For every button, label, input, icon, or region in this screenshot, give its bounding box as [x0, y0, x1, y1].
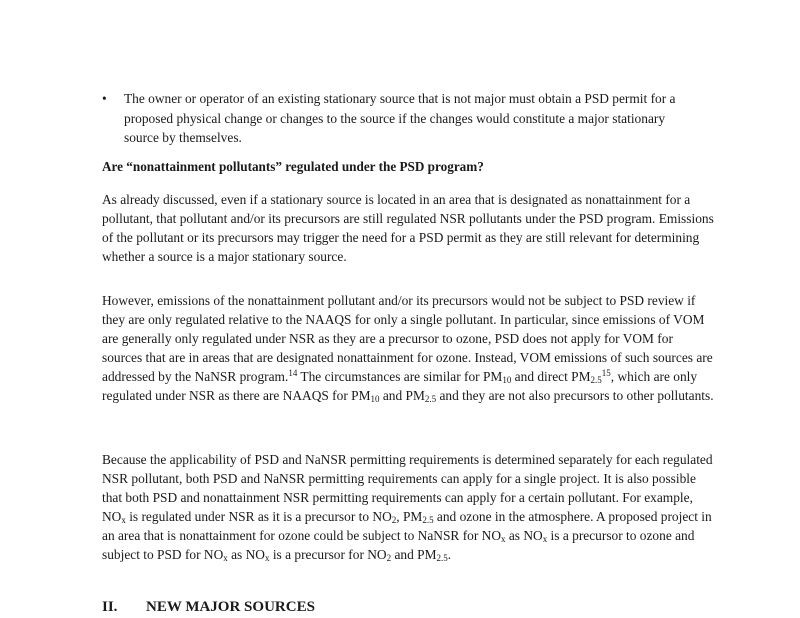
- subscript: x: [223, 553, 228, 564]
- subscript: 10: [502, 375, 512, 386]
- subscript: 2.5: [422, 515, 434, 526]
- footnote-ref-14: 14: [288, 368, 298, 379]
- paragraph-3-text: is a precursor for NO: [269, 547, 387, 563]
- question-heading: Are “nonattainment pollutants” regulated under the PSD program?: [102, 159, 484, 174]
- subscript: 10: [370, 394, 380, 405]
- paragraph-2-text: , which are only regulated under NSR as there are NAAQS for PM: [102, 369, 698, 404]
- subscript: x: [121, 515, 126, 526]
- paragraph-3-text: is a precursor to ozone and subject to PSD for NO: [102, 528, 695, 563]
- subscript: x: [501, 534, 506, 545]
- section-number: II.: [102, 599, 118, 615]
- paragraph-1: As already discussed, even if a stationary source is located in an area that is designated as nonattainment for a pollutant, that pollutant and/or its precursors are still regulated NSR pollutants under the PSD program. Emissions of the pollutant or its precursors may trigger the need for a PSD permit as they are still relevant for determining whether a source is a major stationary source.: [102, 192, 714, 265]
- footnote-ref-15: 15: [601, 368, 611, 379]
- paragraph-3-text: and ozone in the atmosphere. A proposed project in an area that is nonattainment for ozone could be subject to NaNSR for NO: [102, 509, 712, 544]
- bullet-text: The owner or operator of an existing stationary source that is not major must obtain a PSD permit for a proposed physical change or changes to the source if the changes would constitute a major stationary source by themselves.: [124, 91, 676, 145]
- section-heading: [102, 597, 315, 617]
- paragraph-3-text: is regulated under NSR as it is a precursor to NO: [125, 509, 392, 525]
- paragraph-3-text: as NO: [505, 528, 543, 544]
- subscript: 2.5: [436, 553, 448, 564]
- paragraph-3-text: , PM: [396, 509, 423, 525]
- paragraph-2: [102, 291, 714, 406]
- paragraph-2-text: and they are not also precursors to other pollutants.: [436, 388, 714, 404]
- paragraph-2-text: and PM: [379, 388, 425, 404]
- subscript: 2.5: [590, 375, 602, 386]
- subscript: x: [542, 534, 548, 545]
- bullet-row: [102, 89, 702, 148]
- subscript: 2.5: [424, 394, 437, 405]
- subscript: x: [264, 553, 270, 564]
- paragraph-3-text: as NO: [227, 547, 265, 563]
- bullet-item: [102, 89, 702, 148]
- paragraph-3-text: Because the applicability of PSD and NaNSR permitting requirements is determined separately for each regulated NSR pollutant, both PSD and NaNSR permitting requirements can apply for a single project. It is also possible that both PSD and nonattainment NSR permitting requirements can apply for a certain pollutant. For example, NO: [102, 452, 713, 525]
- subscript: 2: [386, 553, 392, 564]
- bullet-symbol: •: [102, 91, 107, 106]
- paragraph-3-text: and PM: [391, 547, 437, 563]
- section-title: NEW MAJOR SOURCES: [146, 599, 315, 615]
- subscript: 2: [391, 515, 397, 526]
- paragraph-3: [102, 450, 714, 565]
- paragraph-2-text: However, emissions of the nonattainment pollutant and/or its precursors would not be subject to PSD review if they are only regulated relative to the NAAQS for only a single pollutant. In particular, since emissions of VOM are generally only regulated under NSR as they are a precursor to ozone, PSD does not apply for VOM for sources that are in areas that are designated nonattainment for ozone. Instead, VOM emissions of such sources are addressed by the NaNSR program.: [102, 293, 713, 385]
- paragraph-3-text: .: [447, 547, 452, 563]
- paragraph-2-text: and direct PM: [511, 369, 591, 385]
- paragraph-2-text: The circumstances are similar for PM: [297, 369, 503, 385]
